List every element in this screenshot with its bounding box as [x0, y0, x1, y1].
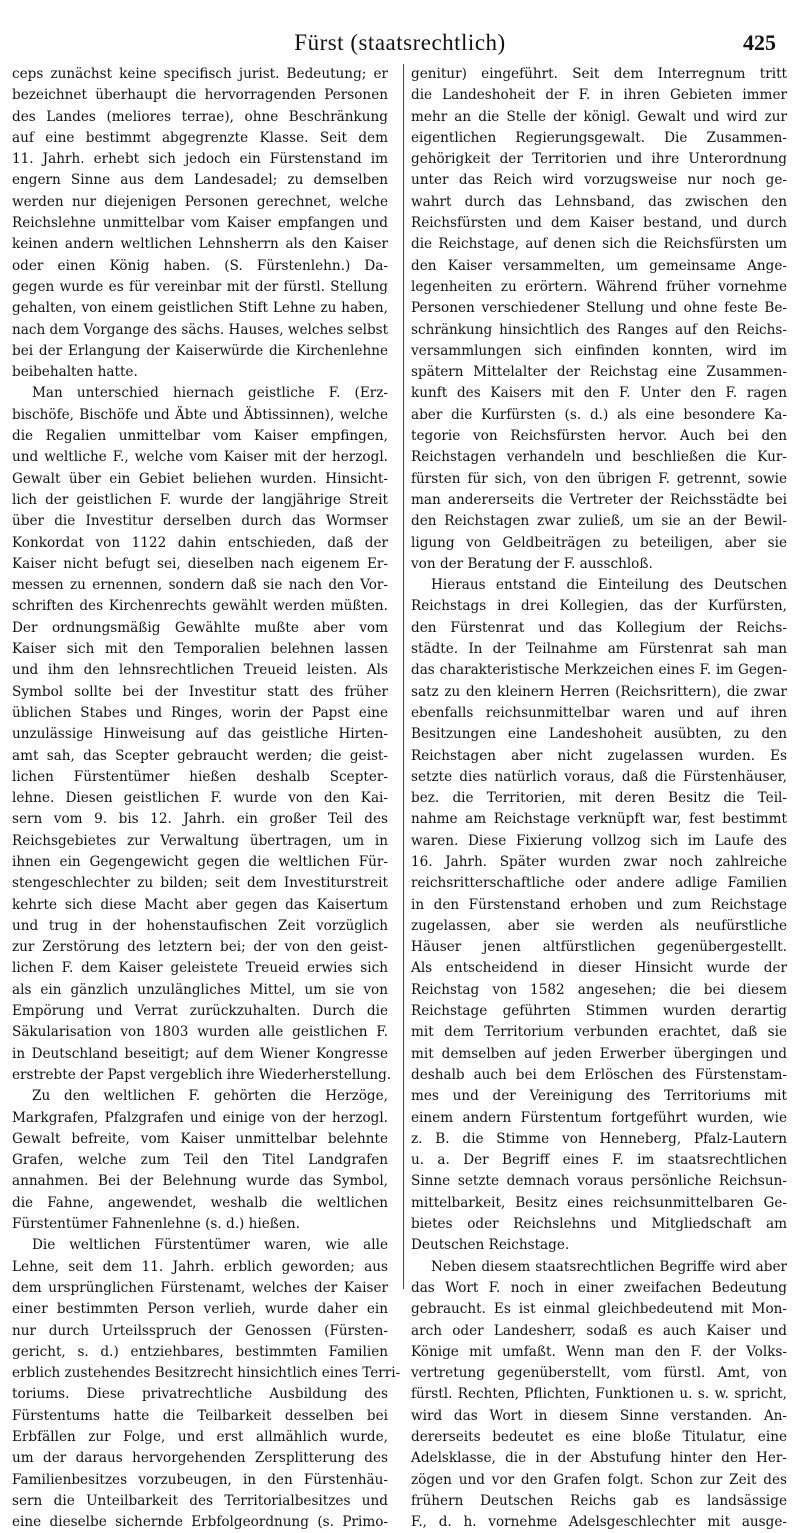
text-line: lichen F. dem Kaiser geleistete Treueid erwies sich: [12, 960, 388, 977]
text-line: als ein gänzlich unzulängliches Mittel, um sie von: [12, 981, 388, 998]
text-line: annahmen. Bei der Belehnung wurde das Symbol,: [12, 1173, 388, 1190]
text-line: Säkularisation von 1803 wurden alle geistlichen F.: [12, 1024, 388, 1041]
text-line: bischöfe, Bischöfe und Äbte und Äbtissinnen), welche: [12, 406, 388, 423]
text-line: sern vom 9. bis 12. Jahrh. ein großer Teil des: [12, 811, 388, 828]
running-title: Fürst (staatsrechtlich): [294, 30, 506, 55]
text-line: eigentlichen Regierungsgewalt. Die Zusammen-: [411, 129, 787, 146]
text-line: sern die Unteilbarkeit des Territorialbesitzes und: [12, 1492, 388, 1509]
text-line: Lehne, seit dem 11. Jahrh. erblich geworden; aus: [12, 1258, 388, 1275]
text-line: über die Investitur derselben durch das Wormser: [12, 513, 388, 530]
text-line: Deutschen Reichstage.: [411, 1237, 570, 1254]
text-line: die Landeshoheit der F. in ihren Gebieten immer: [411, 87, 787, 104]
text-line: ihnen ein Gegengewicht gegen die weltlichen Für-: [12, 853, 388, 870]
text-line: Reichslehne unmittelbar vom Kaiser empfangen und: [12, 215, 388, 232]
text-line: gericht, s. d.) entziehbares, bestimmten Familien: [12, 1343, 388, 1360]
text-line: keinen andern weltlichen Lehnsherrn als den Kaiser: [12, 236, 388, 253]
text-line: Reichstage geführten Stimmen wurden derartig: [411, 1003, 787, 1020]
text-line: Grafen, welche zum Teil den Titel Landgrafen: [12, 1152, 388, 1169]
text-line: legenheiten zu erörtern. Während früher vornehme: [411, 278, 787, 295]
text-line: aber die Kurfürsten (s. d.) als eine besondere Ka-: [411, 406, 787, 423]
text-line: die Reichstage, auf denen sich die Reichsfürsten um: [411, 236, 787, 253]
text-line: ebenfalls reichsunmittelbar waren und auf ihren: [411, 704, 787, 721]
text-line: in den Fürstenstand erhoben und zum Reichstage: [411, 896, 787, 913]
text-line: unter das Reich wird vorzugsweise nur noch ge-: [411, 172, 787, 189]
text-line: versammlungen sich einfinden konnten, wird im: [411, 342, 787, 359]
text-line: Fürstentümer Fahnenlehne (s. d.) hießen.: [12, 1216, 301, 1233]
text-line: eine dieselbe sichernde Erbfolgeordnung (s. Primo-: [12, 1514, 388, 1531]
text-line: Als entscheidend in dieser Hinsicht wurde der: [411, 960, 787, 977]
text-line: werden nur diejenigen Personen gerechnet, welche: [12, 193, 388, 210]
text-line: gebraucht. Es ist einmal gleichbedeutend mit Mon-: [411, 1301, 787, 1318]
text-line: vertretung gegenüberstellt, vom fürstl. Amt, von: [411, 1365, 787, 1382]
text-line: messen zu ernennen, sondern daß sie nach den Vor-: [12, 577, 388, 594]
text-line: beibehalten hatte.: [12, 364, 138, 381]
text-line: u. a. Der Begriff eines F. im staatsrechtlichen: [411, 1152, 787, 1169]
text-line: kunft des Kaisers mit den F. Unter den F. ragen: [411, 385, 787, 402]
text-line: nahme am Reichstage verknüpft war, fest bestimmt: [411, 811, 787, 828]
text-line: Kaiser nicht befugt sei, dieselben nach eigenem Er-: [12, 555, 388, 572]
text-line: um der daraus hervorgehenden Zersplitterung des: [12, 1450, 388, 1467]
text-line: arch oder Landesherr, sodaß es auch Kaiser und: [411, 1322, 787, 1339]
text-line: den Fürstenrat und das Kollegium der Reichs-: [411, 619, 787, 636]
text-line: wird das Wort in diesem Sinne verstanden. An-: [411, 1407, 787, 1424]
text-line: oder einen König haben. (S. Fürstenlehn.) Da-: [12, 257, 388, 274]
text-line: mittelbarkeit, Besitz eines reichsunmittelbaren Ge-: [411, 1194, 787, 1211]
column-divider: [403, 64, 404, 1289]
text-line: man andererseits die Vertreter der Reichsstädte bei: [411, 491, 787, 508]
text-line: das Wort F. noch in einer zweifachen Bedeutung: [411, 1279, 787, 1296]
text-line: Reichsgebietes zur Verwaltung übertragen, um in: [12, 832, 388, 849]
text-line: schränkung hinsichtlich des Ranges auf den Reichs-: [411, 321, 787, 338]
text-line: Empörung und Verrat zurückzuhalten. Durch die: [12, 1003, 388, 1020]
text-line: erblich zustehendes Besitzrecht hinsichtlich eines Terri-: [12, 1365, 401, 1382]
text-line: Besitzungen eine Landeshoheit ausübten, zu den: [411, 726, 787, 743]
text-line: dererseits bedeutet es eine bloße Titulatur, eine: [411, 1429, 787, 1445]
text-line: tegorie von Reichsfürsten hervor. Auch bei den: [411, 428, 787, 445]
text-line: Der ordnungsmäßig Gewählte mußte aber vom: [12, 619, 388, 636]
text-line: Hieraus entstand die Einteilung des Deutschen: [431, 577, 787, 594]
text-line: in Deutschland beseitigt; auf dem Wiener Kongresse: [12, 1045, 388, 1062]
text-line: mehr an die Stelle der königl. Gewalt und wird zur: [411, 108, 787, 125]
text-line: F., d. h. vornehme Adelsgeschlechter mit ausge-: [411, 1514, 787, 1531]
text-line: Die weltlichen Fürstentümer waren, wie alle: [32, 1237, 388, 1254]
text-line: Neben diesem staatsrechtlichen Begriffe wird aber: [431, 1258, 787, 1275]
left-column: [12, 64, 401, 1531]
text-line: Reichstagen verhandeln und beschließen die Kur-: [411, 449, 787, 466]
text-line: lich der geistlichen F. wurde der langjährige Streit: [12, 491, 388, 508]
text-line: Häuser jenen altfürstlichen gegenübergestellt.: [411, 939, 787, 956]
text-line: deshalb auch bei dem Erlöschen des Fürstenstam-: [411, 1066, 787, 1083]
text-line: Fürstentums hatte die Teilbarkeit desselben bei: [12, 1407, 388, 1424]
text-line: Symbol sollte bei der Investitur statt des früher: [12, 683, 388, 700]
text-line: erstrebte der Papst vergeblich ihre Wiederherstellung.: [12, 1066, 392, 1083]
text-line: ligung von Geldbeiträgen zu beteiligen, aber sie: [411, 534, 787, 551]
text-line: setzte dies natürlich voraus, daß die Fürstenhäuser,: [411, 768, 787, 785]
text-line: stengeschlechter zu bilden; seit dem Investiturstreit: [12, 875, 388, 892]
text-line: Personen verschiedener Stellung und ohne feste Be-: [411, 300, 787, 317]
text-line: und trug in der hohenstaufischen Zeit vorzüglich: [12, 917, 388, 934]
text-line: satz zu den kleinern Herren (Reichsrittern), die zwar: [411, 683, 787, 700]
text-line: auf eine bestimmt abgegrenzte Klasse. Seit dem: [12, 129, 388, 146]
text-line: einer bestimmten Person verlieh, wurde daher ein: [12, 1301, 388, 1318]
text-line: Erbfällen zur Folge, und erst allmählich wurde,: [12, 1429, 388, 1445]
text-line: fürstl. Rechten, Pflichten, Funktionen u. s. w. spricht,: [411, 1386, 787, 1403]
text-line: wahrt durch das Lehnsband, das zwischen den: [411, 193, 787, 210]
text-line: die Fahne, angewendet, weshalb die weltlichen: [12, 1194, 388, 1211]
text-line: gegen wurde es für vereinbar mit der fürstl. Stellung: [12, 278, 388, 295]
text-line: nach dem Vorgange des sächs. Hauses, welches selbst: [12, 321, 389, 338]
text-line: fürsten für sich, von den übrigen F. getrennt, sowie: [411, 470, 787, 487]
text-line: und weltliche F., welche vom Kaiser mit der herzogl.: [12, 449, 388, 466]
text-line: bietes oder Reichslehns und Mitgliedschaft am: [411, 1216, 787, 1233]
text-line: genitur) eingeführt. Seit dem Interregnum tritt: [411, 66, 787, 82]
text-line: kehrte sich diese Macht aber gegen das Kaisertum: [12, 896, 388, 913]
text-line: Reichstags in drei Kollegien, das der Kurfürsten,: [411, 598, 787, 615]
text-line: und ihm den lehnsrechtlichen Treueid leisten. Als: [12, 662, 388, 679]
text-line: zögen und vor den Grafen folgt. Schon zur Zeit des: [411, 1471, 787, 1488]
text-line: schriften des Kirchenrechts gewählt werden müßten.: [12, 598, 388, 615]
text-line: dem ursprünglichen Fürstenamt, welches der Kaiser: [12, 1279, 388, 1296]
text-line: gehörigkeit der Territorien und ihre Unterordnung: [411, 151, 787, 168]
text-line: Reichsfürsten und dem Kaiser bestand, und durch: [411, 215, 787, 232]
text-line: Adelsklasse, die in der Abstufung hinter den Her-: [411, 1450, 787, 1467]
text-line: Zu den weltlichen F. gehörten die Herzöge,: [32, 1088, 388, 1105]
text-line: von der Beratung der F. ausschloß.: [411, 555, 653, 572]
text-line: 11. Jahrh. erhebt sich jedoch ein Fürstenstand im: [12, 151, 388, 168]
right-column: [411, 64, 787, 1531]
text-line: zur Zerstörung des letztern bei; der von den geist-: [12, 939, 388, 956]
text-line: mit demselben auf jeden Erwerber übergingen und: [411, 1045, 787, 1062]
text-line: z. B. die Stimme von Henneberg, Pfalz-Lautern: [411, 1130, 787, 1147]
text-line: Reichstag von 1582 angesehen; die bei diesem: [411, 981, 787, 998]
text-line: Kaiser sich mit den Temporalien belehnen lassen: [12, 641, 388, 658]
text-line: das charakteristische Merkzeichen eines F. im Gegen-: [411, 662, 787, 679]
text-line: Markgrafen, Pfalzgrafen und einige von der herzogl.: [12, 1109, 388, 1126]
text-line: Reichstagen aber nicht zugelassen wurden. Es: [411, 747, 787, 764]
text-line: Könige mit umfaßt. Wenn man den F. der Volks-: [411, 1343, 787, 1360]
text-line: bezeichnet überhaupt die hervorragenden Personen: [12, 87, 388, 104]
text-line: spätern Mittelalter der Reichstag eine Zusammen-: [411, 364, 787, 381]
text-line: des Landes (meliores terrae), ohne Beschränkung: [12, 108, 388, 125]
text-line: die Regalien unmittelbar vom Kaiser empfingen,: [12, 428, 388, 445]
text-line: Sinne setzte demnach voraus persönliche Reichsun-: [411, 1173, 787, 1190]
text-line: üblichen Stabes und Ringes, worin der Papst eine: [12, 704, 388, 721]
text-line: mit dem Territorium verbunden erachtet, daß sie: [411, 1024, 787, 1041]
text-line: den Kaiser versammelten, um gemeinsame Ange-: [411, 257, 787, 274]
text-line: ceps zunächst keine specifisch jurist. Bedeutung; er: [12, 66, 388, 82]
text-line: den Reichstagen zwar zuließ, um sie an der Bewil-: [411, 513, 787, 530]
text-line: gehalten, von einem geistlichen Stift Lehne zu haben,: [12, 300, 388, 317]
text-line: frühern Deutschen Reichs gab es landsässige: [411, 1492, 787, 1509]
text-line: städte. In der Teilnahme am Fürstenrat sah man: [411, 641, 787, 658]
text-line: Konkordat von 1122 dahin entschieden, daß der: [12, 534, 388, 551]
text-line: unzulässige Hinweisung auf das geistliche Hirten-: [12, 726, 388, 743]
page-header: [0, 0, 800, 62]
text-line: lichen Fürstentümer hießen deshalb Scepter-: [12, 768, 388, 785]
text-line: mes und der Vereinigung des Territoriums mit: [411, 1088, 787, 1105]
text-line: einem andern Fürstentum fortgeführt wurden, wie: [411, 1109, 787, 1126]
text-line: reichsritterschaftliche oder andere adlige Familien: [411, 875, 787, 892]
text-line: toriums. Diese privatrechtliche Ausbildung des: [12, 1386, 388, 1403]
text-line: Familienbesitzes vorzubeugen, in den Fürstenhäu-: [12, 1471, 388, 1488]
text-line: 16. Jahrh. Später wurden zwar noch zahlreiche: [411, 853, 787, 870]
text-line: Gewalt befreite, vom Kaiser unmittelbar belehnte: [12, 1130, 388, 1147]
text-line: zugelassen, aber sie werden als neufürstliche: [411, 917, 787, 934]
page-number: 425: [743, 30, 776, 55]
text-line: Gewalt über ein Gebiet beliehen wurden. Hinsicht-: [12, 470, 388, 487]
text-line: bez. die Territorien, mit deren Besitz die Teil-: [411, 790, 787, 807]
text-line: lehne. Diesen geistlichen F. wurde von den Kai-: [12, 790, 388, 807]
text-line: nur durch Urteilsspruch der Genossen (Fürsten-: [12, 1322, 388, 1339]
text-line: Man unterschied hiernach geistliche F. (Erz-: [32, 385, 388, 402]
text-line: waren. Diese Fixierung vollzog sich im Laufe des: [411, 832, 787, 849]
text-line: engern Sinne aus dem Landesadel; zu demselben: [12, 172, 388, 189]
text-line: amt sah, das Scepter gebraucht werden; die geist-: [12, 747, 388, 764]
text-line: bei der Erlangung der Kaiserwürde die Kirchenlehne: [12, 342, 388, 359]
